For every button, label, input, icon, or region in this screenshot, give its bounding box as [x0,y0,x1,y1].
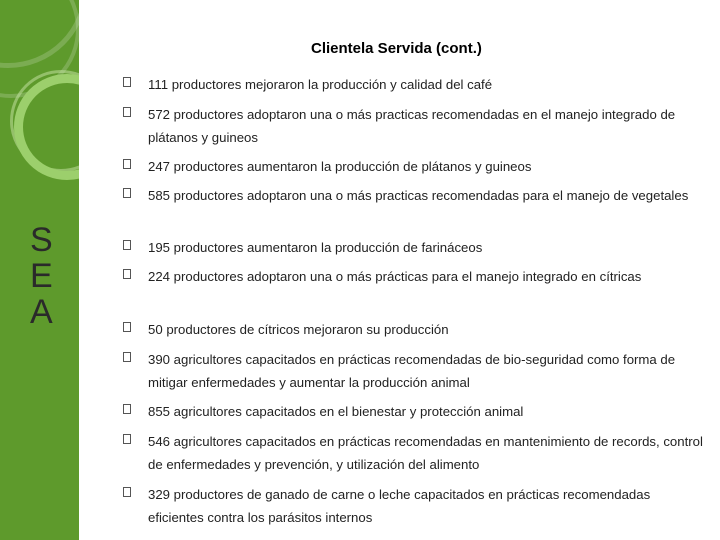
bullet-text: 195 productores aumentaron la producción de farináceos [148,240,483,255]
bullet-text: 855 agricultores capacitados en el bienestar y protección animal [148,404,524,419]
bullet-text: 572 productores adoptaron una o más practicas recomendadas en el manejo integrado de plátanos y guineos [148,107,676,145]
bullet-icon [123,487,131,497]
bullet-text: 329 productores de ganado de carne o leche capacitados en prácticas recomendadas eficientes contra los parásitos internos [148,487,651,525]
bullet-text: 390 agricultores capacitados en prácticas recomendadas de bio-seguridad como forma de mitigar enfermedades y aumentar la producción animal [148,352,676,390]
bullet-icon [123,77,131,87]
bullet-icon [123,107,131,117]
side-letter: A [30,293,53,331]
bullet-text: 224 productores adoptaron una o más prácticas para el manejo integrado en cítricas [148,269,642,284]
side-letter: S [30,221,53,259]
slide-title: Clientela Servida (cont.) [311,40,482,57]
bullet-icon [123,188,131,198]
sidebar-decoration [0,0,79,540]
bullet-text: 247 productores aumentaron la producción de plátanos y guineos [148,159,532,174]
bullet-icon [123,159,131,169]
bullet-icon [123,352,131,362]
bullet-text: 585 productores adoptaron una o más practicas recomendadas para el manejo de vegetales [148,188,689,203]
bullet-text: 546 agricultores capacitados en prácticas recomendadas en mantenimiento de records, control de enfermedades y prevención, y utilización del alimento [148,434,703,472]
side-acronym [30,222,53,330]
bullet-icon [123,404,131,414]
bullet-icon [123,434,131,444]
bullet-icon [123,322,131,332]
bullet-icon [123,240,131,250]
bullet-text: 111 productores mejoraron la producción y calidad del café [148,77,493,92]
bullet-icon [123,269,131,279]
side-letter: E [30,257,53,295]
bullet-text: 50 productores de cítricos mejoraron su producción [148,322,449,337]
